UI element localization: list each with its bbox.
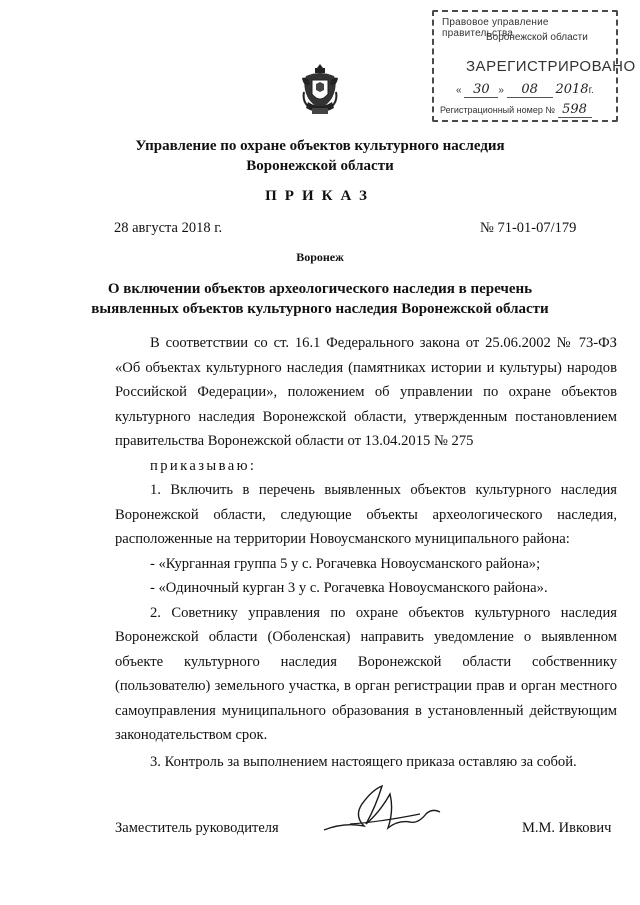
order-subject [0, 279, 640, 319]
stamp-date-sep: » [498, 85, 504, 96]
subject-line1: О включении объектов археологического наследия в перечень [107, 281, 533, 297]
stamp-date [456, 82, 606, 98]
registration-stamp [432, 10, 636, 122]
item-2-paragraph: 2. Советнику управления по охране объектов культурного наследия Воронежской области (Оболенская) направить уведомление о выявленном объекте культурного наследия Воронежской области собственнику (пользователю) земельного участка, в орган регистрации прав и орган местного самоуправления муниципального образования в установленный действующим законодательством срок. [115, 604, 617, 743]
stamp-reg-label: Регистрационный номер № [440, 105, 556, 115]
item-1-bullet-1: - «Курганная группа 5 у с. Рогачевка Новоусманского района»; [150, 555, 541, 572]
stamp-org-line1: Правовое управление правительства [442, 17, 549, 39]
order-city: Воронеж [296, 250, 344, 264]
order-date: 28 августа 2018 г. [114, 220, 223, 236]
item-1-paragraph: 1. Включить в перечень выявленных объектов культурного наследия Воронежской области, следующие объекты археологического наследия, расположенные на территории Новоусманского муниципального района: [115, 482, 617, 547]
stamp-reg-number [440, 102, 610, 118]
subject-line2: выявленных объектов культурного наследия Воронежской области [91, 301, 549, 317]
signatory-name: М.М. Ивкович [522, 820, 612, 836]
item-3-paragraph: 3. Контроль за выполнением настоящего приказа оставляю за собой. [150, 753, 577, 770]
stamp-date-suffix: г. [588, 85, 594, 96]
handwritten-signature-icon [320, 780, 470, 840]
coat-of-arms-icon [300, 62, 340, 120]
document-body [115, 331, 617, 774]
stamp-reg-value: 598 [558, 102, 592, 118]
preamble-paragraph: В соответствии со ст. 16.1 Федерального закона от 25.06.2002 № 73-ФЗ «Об объектах культурного наследия (памятниках истории и культуры) народов Российской Федерации», положением об управлении по охране объектов культурного наследия Воронежской области, утвержденным постановлением правительства Воронежской области от 13.04.2015 № 275 [115, 335, 617, 449]
item-1-bullet-2: - «Одиночный курган 3 у с. Рогачевка Новоусманского района». [150, 580, 548, 596]
signatory-title: Заместитель руководителя [115, 820, 279, 836]
stamp-date-prefix: « [456, 85, 462, 96]
stamp-date-year: 2018 [555, 82, 589, 97]
order-number: № 71-01-07/179 [480, 220, 577, 236]
stamp-date-month: 08 [507, 82, 553, 98]
stamp-date-day: 30 [464, 82, 498, 98]
stamp-registered-label: ЗАРЕГИСТРИРОВАНО [466, 58, 636, 75]
order-title: ПРИКАЗ [265, 188, 375, 204]
orders-line: приказываю: [150, 457, 257, 474]
stamp-org-line2: Воронежской области [486, 32, 588, 43]
org-name-line2: Воронежской области [246, 158, 394, 174]
org-name-line1: Управление по охране объектов культурного наследия [135, 138, 505, 154]
